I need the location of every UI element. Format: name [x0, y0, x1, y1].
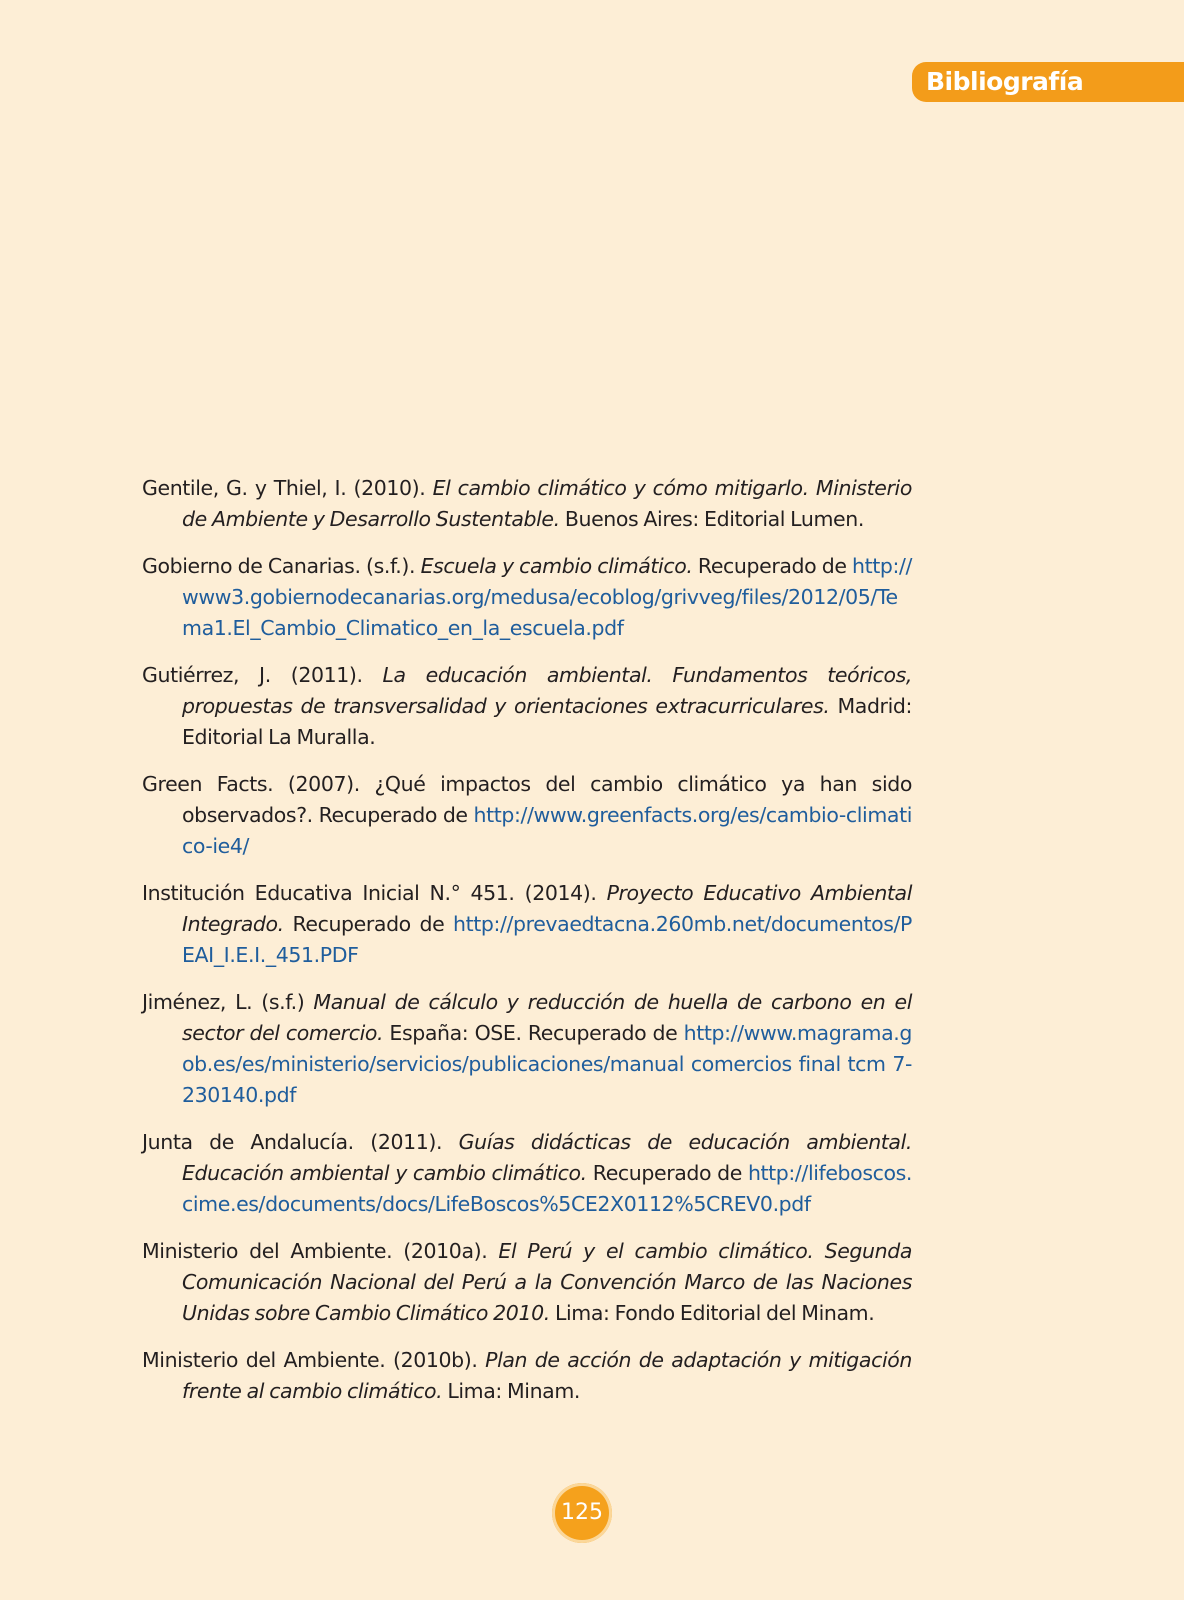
bibliography-entry: [142, 473, 912, 535]
entry-author: Institución Educativa Inicial N.° 451. (2014).: [142, 881, 607, 905]
entry-author: Ministerio del Ambiente. (2010b).: [142, 1348, 486, 1372]
entry-details: Madrid: Editorial La Muralla.: [182, 694, 912, 749]
entry-title: Manual de cálculo y reducción de huella de carbono en el sector del comercio.: [182, 990, 912, 1045]
entry-details: Recuperado de: [586, 1161, 748, 1185]
page-number: 125: [561, 1500, 603, 1525]
entry-details: Buenos Aires: Editorial Lumen.: [559, 507, 864, 531]
bibliography-entry: [142, 878, 912, 971]
entry-url[interactable]: http://www.magrama.gob.es/es/ministerio/servicios/publicaciones/manual comercios final tcm 7-230140.pdf: [182, 1021, 912, 1107]
section-tab: [912, 62, 1184, 102]
entry-title: El cambio climático y cómo mitigarlo. Ministerio de Ambiente y Desarrollo Sustentable.: [182, 476, 912, 531]
entry-title: La educación ambiental. Fundamentos teóricos, propuestas de transversalidad y orientaciones extracurriculares.: [182, 663, 912, 718]
bibliography-list: [142, 473, 912, 1423]
entry-author: Ministerio del Ambiente. (2010a).: [142, 1239, 499, 1263]
bibliography-entry: [142, 551, 912, 644]
entry-author: Jiménez, L. (s.f.): [142, 990, 314, 1014]
entry-details: España: OSE. Recuperado de: [383, 1021, 684, 1045]
entry-url[interactable]: http://lifeboscos.cime.es/documents/docs/LifeBoscos%5CE2X0112%5CREV0.pdf: [182, 1161, 913, 1216]
entry-title: El Perú y el cambio climático. Segunda Comunicación Nacional del Perú a la Convención Marco de las Naciones Unidas sobre Cambio Climático 2010.: [182, 1239, 912, 1325]
entry-title: Plan de acción de adaptación y mitigación frente al cambio climático.: [182, 1348, 912, 1403]
entry-author: Gutiérrez, J. (2011).: [142, 663, 383, 687]
section-title: Bibliografía: [926, 67, 1084, 96]
bibliography-entry: [142, 1345, 912, 1407]
entry-details: Recuperado de: [283, 912, 454, 936]
entry-author: Junta de Andalucía. (2011).: [142, 1130, 459, 1154]
entry-details: ¿Qué impactos del cambio climático ya han sido observados?. Recuperado de: [182, 772, 912, 827]
entry-url[interactable]: http://www.greenfacts.org/es/cambio-climatico-ie4/: [182, 803, 912, 858]
entry-title: Guías didácticas de educación ambiental. Educación ambiental y cambio climático.: [182, 1130, 912, 1185]
page-number-badge: [552, 1483, 612, 1543]
entry-title: Escuela y cambio climático.: [420, 554, 693, 578]
bibliography-entry: [142, 1236, 912, 1329]
bibliography-entry: [142, 1127, 912, 1220]
bibliography-entry: [142, 769, 912, 862]
entry-url[interactable]: http://prevaedtacna.260mb.net/documentos/PEAI_I.E.I._451.PDF: [182, 912, 912, 967]
entry-title: Proyecto Educativo Ambiental Integrado.: [182, 881, 913, 936]
entry-author: Gentile, G. y Thiel, I. (2010).: [142, 476, 433, 500]
bibliography-entry: [142, 987, 912, 1111]
bibliography-entry: [142, 660, 912, 753]
entry-url[interactable]: http://www3.gobiernodecanarias.org/medusa/ecoblog/grivveg/files/2012/05/Tema1.El_Cambio_Climatico_en_la_escuela.pdf: [182, 554, 912, 640]
entry-details: Lima: Fondo Editorial del Minam.: [549, 1301, 875, 1325]
entry-author: Gobierno de Canarias. (s.f.).: [142, 554, 421, 578]
entry-details: Recuperado de: [692, 554, 852, 578]
entry-author: Green Facts. (2007).: [142, 772, 375, 796]
entry-details: Lima: Minam.: [442, 1379, 581, 1403]
